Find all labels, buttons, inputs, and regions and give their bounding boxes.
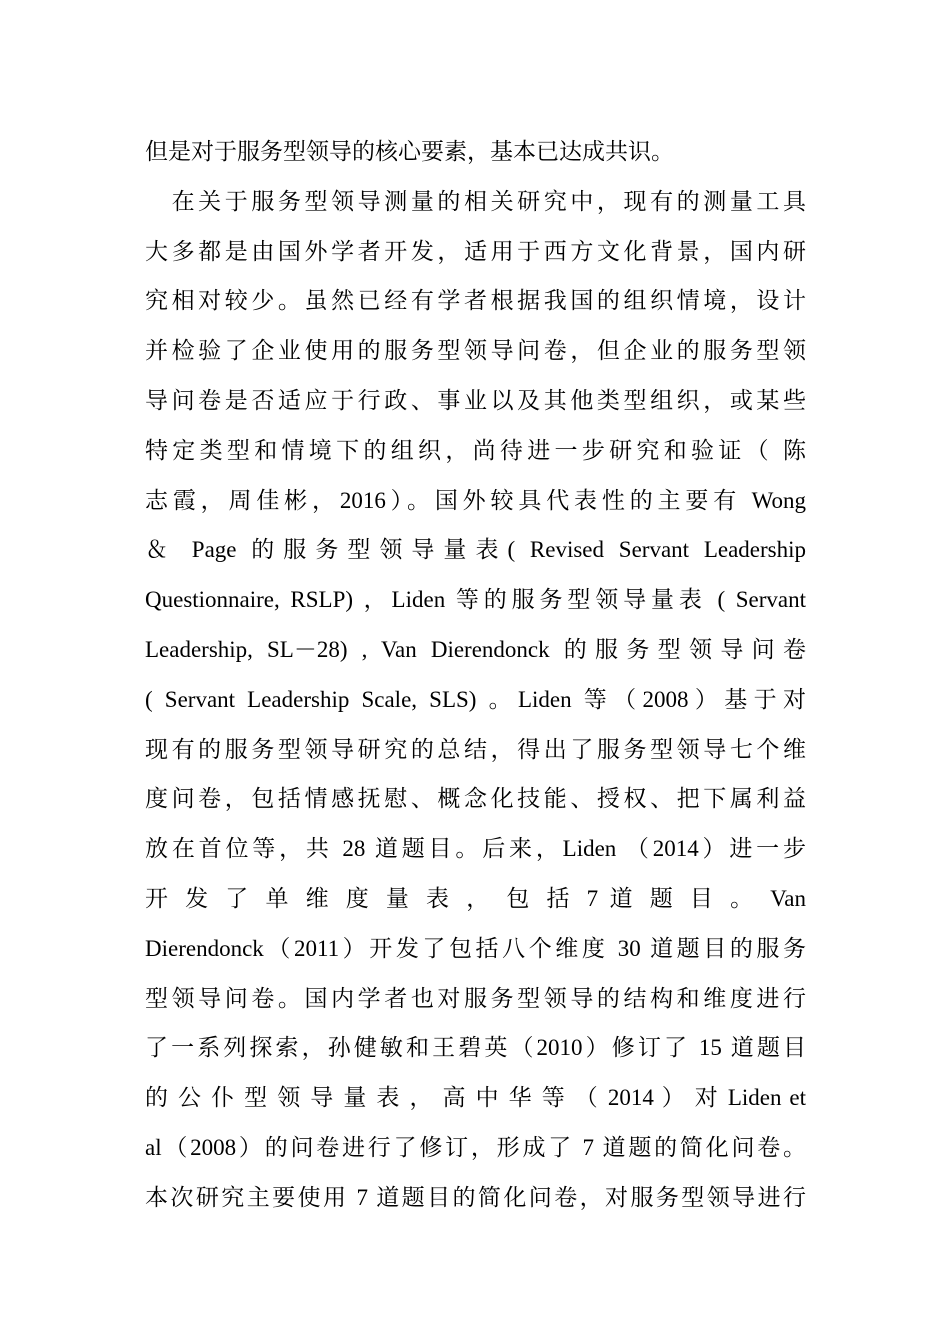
text-line: ( Servant Leadership Scale, SLS) 。Liden 等（2008）基于对 bbox=[145, 686, 806, 712]
text-line: Questionnaire, RSLP) ，Liden 等的服务型领导量表 ( Servant bbox=[145, 587, 806, 613]
text-line: ＆ Page 的服务型领导量表( Revised Servant Leadership bbox=[145, 537, 806, 563]
text-line: 现有的服务型领导研究的总结，得出了服务型领导七个维 bbox=[145, 736, 806, 762]
text-line: 究相对较少。虽然已经有学者根据我国的组织情境，设计 bbox=[145, 288, 806, 314]
text-line: 大多都是由国外学者开发，适用于西方文化背景，国内研 bbox=[145, 238, 806, 264]
text-line: Dierendonck（2011）开发了包括八个维度 30 道题目的服务 bbox=[145, 935, 806, 961]
text-line: Leadership, SL－28) , Van Dierendonck 的服务型领导问卷 bbox=[145, 636, 806, 662]
body-text bbox=[145, 127, 806, 1223]
text-line: 但是对于服务型领导的核心要素，基本已达成共识。 bbox=[145, 139, 674, 164]
text-line: 特定类型和情境下的组织，尚待进一步研究和验证（ 陈 bbox=[145, 437, 806, 463]
text-line: 型领导问卷。国内学者也对服务型领导的结构和维度进行 bbox=[145, 985, 806, 1011]
text-line: al（2008）的问卷进行了修订，形成了 7 道题的简化问卷。 bbox=[145, 1134, 806, 1160]
text-line: 并检验了企业使用的服务型领导问卷，但企业的服务型领 bbox=[145, 338, 806, 364]
text-line: 了一系列探索，孙健敏和王碧英（2010）修订了 15 道题目 bbox=[145, 1035, 806, 1061]
text-line: 本次研究主要使用 7 道题目的简化问卷，对服务型领导进行 bbox=[145, 1184, 806, 1210]
text-line: 志霞，周佳彬，2016）。国外较具代表性的主要有 Wong bbox=[145, 487, 806, 513]
text-line: 导问卷是否适应于行政、事业以及其他类型组织，或某些 bbox=[145, 387, 806, 413]
text-line: 在关于服务型领导测量的相关研究中，现有的测量工具 bbox=[145, 188, 806, 214]
text-line: 放在首位等，共 28 道题目。后来，Liden （2014）进一步 bbox=[145, 836, 806, 862]
text-line: 的 公 仆 型 领 导 量 表 ， 高 中 华 等 （ 2014 ） 对 Liden et bbox=[145, 1085, 806, 1111]
text-line: 度问卷，包括情感抚慰、概念化技能、授权、把下属利益 bbox=[145, 786, 806, 812]
text-line: 开 发 了 单 维 度 量 表 ， 包 括 7 道 题 目 。 Van bbox=[145, 885, 806, 911]
